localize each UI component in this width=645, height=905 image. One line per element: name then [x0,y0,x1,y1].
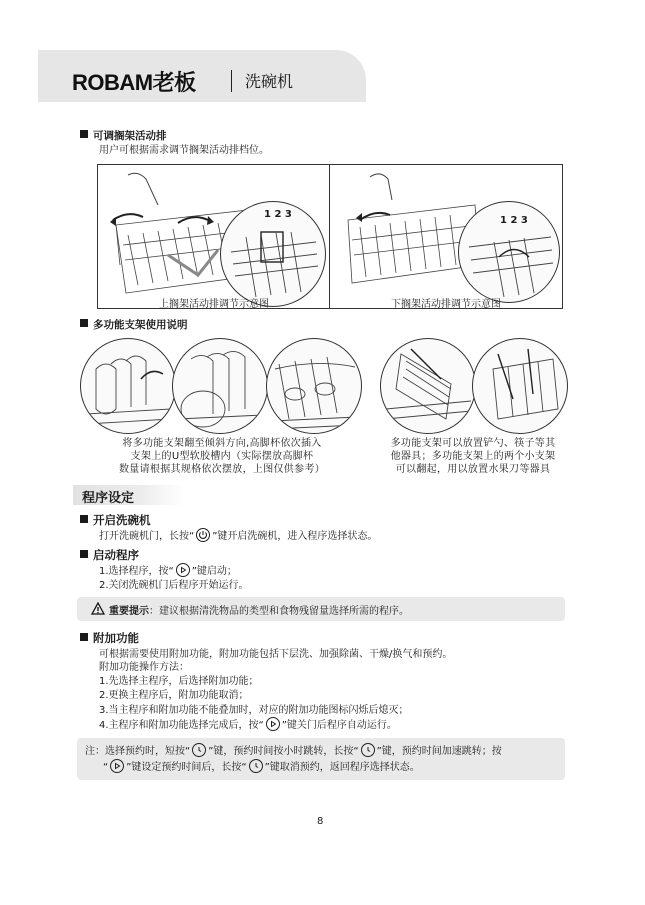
text: ”键，预约时间按小时跳转，长按“ [208,746,359,757]
important-tip-box [77,597,565,621]
bullet-square-icon [80,515,88,523]
power-icon [196,528,210,542]
bullet-square-icon [80,633,88,641]
additional-functions-heading [80,630,139,646]
important-tip-text [109,602,409,617]
multi-rack-step-2-circle [172,338,268,434]
timer-icon [249,759,263,773]
multi-rack-knife-circle [472,338,568,434]
banner-title: 程序设定 [82,491,135,506]
arrow-left-icon [110,217,116,226]
text: ”键设定预约时间后，长按“ [126,762,247,773]
adjustable-rack-description: 用户可根据需求调节搁架活动排档位。 [99,145,269,156]
multi-rack-right-caption [370,437,576,476]
text: “ [103,762,109,773]
program-settings-banner [73,485,185,505]
start-step-1 [99,563,237,579]
multi-rack-step-3-circle [266,338,362,434]
play-icon [110,759,124,773]
callout-2: 2 [510,215,518,226]
arrow-left-icon [356,213,362,222]
tip-label: 重要提示 [109,606,149,617]
heading-text: 开启洗碗机 [93,513,151,527]
heading-text: 附加功能 [93,631,139,645]
text: ”键开启洗碗机，进入程序选择状态。 [212,531,378,542]
section-multi-rack-heading [80,317,188,332]
callout-1: 1 [264,209,271,220]
text: ”键启动； [191,566,237,577]
text: 1.选择程序，按“ [99,566,174,577]
caption-line: 数量请根据其规格依次摆放，上图仅供参考） [119,464,325,475]
additional-step-2: 2.更换主程序后，附加功能取消； [99,690,249,701]
start-step-2: 2.关闭洗碗机门后程序开始运行。 [99,580,249,591]
caption-line: 可以翻起，用以放置水果刀等器具 [395,464,551,475]
additional-step-3: 3.当主程序和附加功能不能叠加时，对应的附加功能图标闪烁后熄灭； [99,705,409,716]
text: ”键关门后程序自动运行。 [281,720,397,731]
callout-3: 3 [284,209,292,220]
brand-logo: ROBAM老板 [72,70,196,95]
timer-icon [361,743,375,757]
caption-line: 将多功能支架翻至倾斜方向,高脚杯依次插入 [122,438,322,449]
note-line-2 [103,759,420,775]
start-program-heading [80,547,139,563]
section-adjustable-rack-heading [80,128,167,143]
multi-rack-left-caption [84,437,360,476]
lower-rack-figure [329,164,563,309]
caption-line: 支架上的U型软胶槽内（实际摆放高脚杯 [130,451,314,462]
caption-line: 他器具；多功能支架上的两个小支架 [390,451,556,462]
callout-2: 2 [274,209,282,220]
callout-3: 3 [520,215,528,226]
upper-rack-caption: 上搁架活动排调节示意图 [159,299,269,310]
heading-text: 多功能支架使用说明 [93,319,188,331]
additional-step-1: 1.先选择主程序，后选择附加功能； [99,676,259,687]
heading-text: 可调搁架活动排 [93,130,167,142]
reservation-note-box [77,738,565,780]
play-icon [176,563,190,577]
product-title: 洗碗机 [245,72,294,91]
page-number: 8 [317,816,324,827]
text: 打开洗碗机门，长按“ [99,531,195,542]
callout-1: 1 [500,215,507,226]
multi-rack-step-1-circle [80,338,176,434]
text: 注：选择预约时，短按“ [85,746,191,757]
heading-text: 启动程序 [93,548,139,562]
additional-intro: 可根据需要使用附加功能，附加功能包括下层洗、加强除菌、干燥/换气和预约。 [99,649,453,660]
power-on-text [99,528,377,544]
play-icon [266,717,280,731]
bullet-square-icon [80,550,88,558]
caption-line: 多功能支架可以放置铲勺、筷子等其 [390,438,556,449]
tip-text: ：建议根据清洗物品的类型和食物残留量选择所需的程序。 [149,606,409,617]
multi-rack-utensil-circle [380,338,476,434]
text: ”键取消预约，返回程序选择状态。 [264,762,420,773]
text: 4.主程序和附加功能选择完成后，按“ [99,720,264,731]
bullet-square-icon [80,319,88,327]
upper-rack-figure [97,164,331,309]
note-line-1 [85,743,502,759]
additional-method-label: 附加功能操作方法： [99,662,189,673]
arrow-right-icon [207,216,214,225]
timer-icon [192,743,206,757]
lower-rack-caption: 下搁架活动排调节示意图 [391,299,501,310]
text: ”键，预约时间加速跳转；按 [376,746,502,757]
callout-numbers [264,209,292,220]
header-divider [231,70,232,92]
bullet-square-icon [80,130,88,138]
warning-icon [91,602,105,615]
callout-numbers [500,215,528,226]
power-on-heading [80,512,151,528]
additional-step-4 [99,717,397,733]
